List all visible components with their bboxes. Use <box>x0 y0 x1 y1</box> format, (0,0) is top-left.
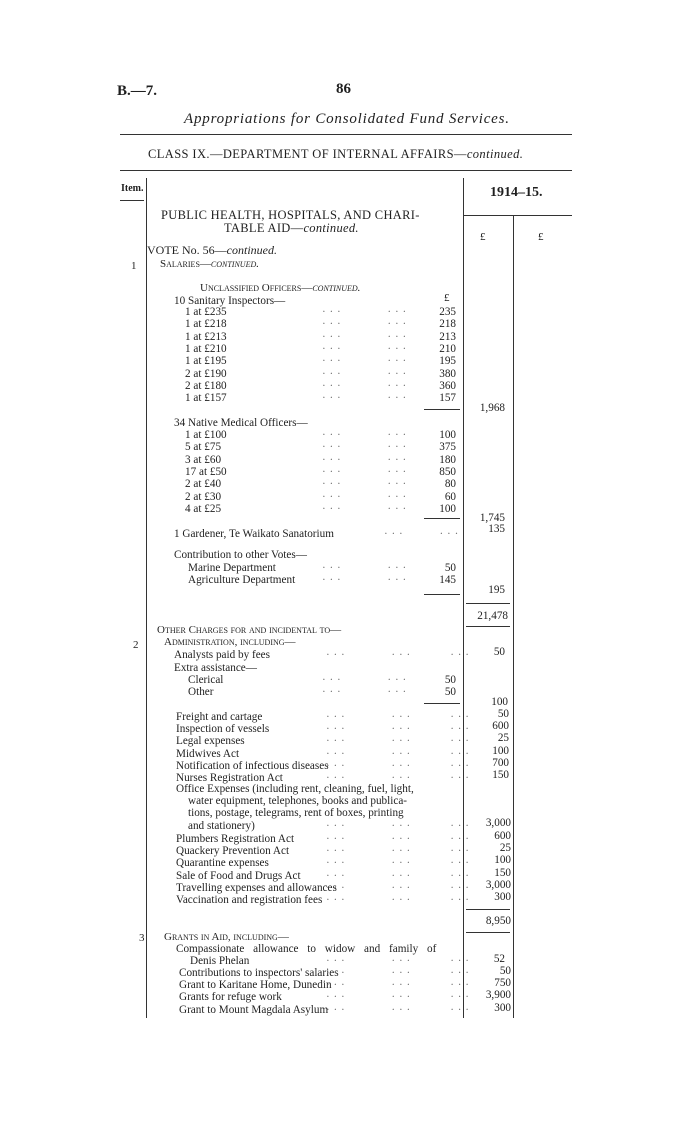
sanitary-row-value: 380 <box>439 367 456 380</box>
native-subtotal-rule <box>424 518 460 519</box>
charges-row-label: Nurses Registration Act <box>176 772 283 784</box>
charges-total-rule-lower <box>466 932 510 933</box>
class-heading <box>148 148 523 161</box>
native-row-leader-dots: · · · · · · <box>322 429 407 441</box>
compassionate-line1: Compassionate allowance to widow and family of <box>176 943 437 955</box>
charges-row-label: Vaccination and registration fees <box>176 894 323 906</box>
charges-row-value: 600 <box>492 720 509 733</box>
sanitary-row-leader-dots: · · · · · · <box>322 318 407 331</box>
native-row-label: 1 at £100 <box>185 429 227 441</box>
charges-row-label: Notification of infectious diseases <box>176 759 329 772</box>
grant-row-leader-dots: · · · · · · · · · <box>326 1003 470 1016</box>
salaries-heading <box>160 259 259 270</box>
compassionate-line2: Denis Phelan <box>190 955 250 967</box>
gardener-label: 1 Gardener, Te Waikato Sanatorium <box>174 528 334 540</box>
native-row-value: 100 <box>439 429 456 441</box>
native-row-value: 375 <box>439 441 456 454</box>
charges-row-value: 100 <box>492 744 509 757</box>
grant-row-label: Contributions to inspectors' salaries <box>179 967 339 979</box>
vote-heading-main: VOTE No. 56— <box>147 243 227 257</box>
charges-row-label: Travelling expenses and allowances <box>176 881 337 894</box>
charges-row-value: 600 <box>494 830 511 842</box>
contribution-subtotal-rule <box>424 594 460 595</box>
extra-assistance-row-leader-dots: · · · · · · <box>322 686 407 699</box>
charges-row-leader-dots: · · · · · · · · · <box>326 833 470 845</box>
native-row-label: 2 at £30 <box>185 490 222 503</box>
office-expenses-line4: and stationery) <box>188 820 255 832</box>
charges-row-label: Quarantine expenses <box>176 857 269 870</box>
sanitary-row-value: 195 <box>439 355 456 368</box>
native-row-value: 850 <box>439 465 456 478</box>
other-charges-total: 8,950 <box>485 915 511 927</box>
native-row-leader-dots: · · · · · · <box>322 502 407 515</box>
sanitary-subtotal-rule <box>424 409 460 410</box>
sanitary-row-leader-dots: · · · · · · <box>322 342 407 355</box>
class-heading-main: CLASS IX.—DEPARTMENT OF INTERNAL AFFAIRS— <box>148 147 467 161</box>
native-row-label: 3 at £60 <box>185 453 222 466</box>
item-number-3: 3 <box>139 932 145 944</box>
charges-row-label: Quackery Prevention Act <box>176 845 290 858</box>
salaries-heading-main: Salaries— <box>160 258 211 270</box>
charges-row-label: Inspection of vessels <box>176 723 270 736</box>
class-heading-continued: continued. <box>466 147 524 161</box>
sanitary-row-label: 1 at £235 <box>185 306 227 318</box>
vote-heading-continued: continued. <box>226 243 277 257</box>
native-officers-heading: 34 Native Medical Officers— <box>174 417 308 429</box>
charges-row-value: 25 <box>499 842 511 855</box>
charges-row-value: 150 <box>492 769 509 781</box>
grants-heading: Grants in Aid, including— <box>164 931 289 943</box>
item-header-rule <box>120 200 144 201</box>
salaries-total-rule-lower <box>466 626 510 627</box>
sanitary-row-leader-dots: · · · · · · <box>322 379 407 392</box>
charges-row-value: 3,000 <box>485 878 511 891</box>
year-header: 1914–15. <box>490 185 543 200</box>
native-row-value: 60 <box>444 490 456 503</box>
sanitary-row-label: 1 at £218 <box>185 318 227 331</box>
sanitary-row-leader-dots: · · · · · · <box>322 367 407 380</box>
charges-row-value: 700 <box>492 756 509 769</box>
extra-assistance-row-leader-dots: · · · · · · <box>322 674 407 686</box>
extra-assistance-row-label: Other <box>188 686 214 699</box>
contribution-row-label: Marine Department <box>188 562 276 574</box>
contribution-row-value: 50 <box>444 562 456 574</box>
extra-assistance-row-label: Clerical <box>188 674 224 686</box>
contribution-total: 195 <box>488 584 505 596</box>
extra-subtotal-rule <box>424 703 460 704</box>
charges-row-leader-dots: · · · · · · · · · <box>326 772 470 784</box>
analysts-leader-dots: · · · · · · · · · <box>326 649 470 661</box>
native-row-leader-dots: · · · · · · <box>322 490 407 503</box>
section-title-line2 <box>224 222 359 235</box>
contribution-row-leader-dots: · · · · · · <box>322 562 407 574</box>
extra-assistance-total: 100 <box>491 696 508 708</box>
charges-row-value: 150 <box>494 866 511 879</box>
sanitary-row-label: 2 at £180 <box>185 379 227 392</box>
item-column-header: Item. <box>121 183 144 194</box>
native-row-leader-dots: · · · · · · <box>322 453 407 466</box>
native-row-value: 180 <box>439 453 456 466</box>
analysts-label: Analysts paid by fees <box>174 649 271 661</box>
office-expenses-line1: Office Expenses (including rent, cleaning, fuel, light, <box>176 783 414 795</box>
charges-row-label: Sale of Food and Drugs Act <box>176 869 301 882</box>
pound-symbol-col2: £ <box>538 231 544 243</box>
analysts-value: 50 <box>493 646 505 658</box>
office-expenses-line2: water equipment, telephones, books and publica- <box>188 795 408 807</box>
grant-row-value: 3,900 <box>485 989 511 1002</box>
charges-row-leader-dots: · · · · · · · · · <box>326 869 470 882</box>
sanitary-row-label: 1 at £195 <box>185 355 227 368</box>
office-expenses-leader-dots: · · · · · · · · · <box>326 820 470 832</box>
native-row-label: 4 at £25 <box>185 502 222 515</box>
item-column-rule <box>146 178 147 1018</box>
contribution-heading: Contribution to other Votes— <box>174 549 307 561</box>
native-row-value: 100 <box>439 502 456 515</box>
office-expenses-line3: tions, postage, telegrams, rent of boxes, printing <box>188 807 404 819</box>
native-row-value: 80 <box>444 478 456 491</box>
section-title-line1: PUBLIC HEALTH, HOSPITALS, AND CHARI- <box>161 208 420 222</box>
sanitary-row-value: 218 <box>439 318 456 331</box>
sanitary-row-leader-dots: · · · · · · <box>322 355 407 368</box>
charges-total-rule <box>466 909 510 910</box>
charges-row-leader-dots: · · · · · · · · · <box>326 894 470 906</box>
charges-row-leader-dots: · · · · · · · · · <box>326 723 470 736</box>
native-row-leader-dots: · · · · · · <box>322 478 407 491</box>
charges-row-label: Midwives Act <box>176 747 240 760</box>
grant-row-leader-dots: · · · · · · · · · <box>326 991 470 1004</box>
charges-row-label: Plumbers Registration Act <box>176 833 295 845</box>
grant-row-leader-dots: · · · · · · · · · <box>326 979 470 992</box>
contribution-row-label: Agriculture Department <box>188 574 296 587</box>
grant-row-value: 50 <box>499 965 511 977</box>
section-title-line2-main: TABLE AID— <box>224 221 304 235</box>
compassionate-value: 52 <box>493 953 505 965</box>
native-row-leader-dots: · · · · · · <box>322 465 407 478</box>
unclassified-heading-continued: continued. <box>312 282 361 294</box>
section-title-continued: continued. <box>303 221 359 235</box>
extra-assistance-heading: Extra assistance— <box>174 662 257 674</box>
grant-row-label: Grants for refuge work <box>179 991 282 1004</box>
sanitary-row-value: 213 <box>439 330 456 343</box>
administration-heading: Administration, including— <box>164 636 296 648</box>
contribution-row-value: 145 <box>439 574 456 587</box>
year-header-rule <box>463 215 572 216</box>
native-officers-total: 1,745 <box>479 512 505 524</box>
charges-row-leader-dots: · · · · · · · · · <box>326 747 470 760</box>
grant-row-leader-dots: · · · · · · · · · <box>326 967 470 979</box>
compassionate-leader-dots: · · · · · · · · · <box>326 955 470 967</box>
salaries-total-rule <box>466 603 510 604</box>
grant-row-label: Grant to Mount Magdala Asylum <box>179 1003 329 1016</box>
other-charges-heading: Other Charges for and incidental to— <box>157 624 342 636</box>
grant-row-value: 750 <box>494 977 511 990</box>
subcolumn-pound-symbol: £ <box>444 292 450 304</box>
class-rule <box>120 170 572 171</box>
sanitary-row-value: 157 <box>439 392 456 405</box>
extra-assistance-row-value: 50 <box>444 686 456 699</box>
charges-row-label: Legal expenses <box>176 735 245 748</box>
extra-assistance-row-value: 50 <box>444 674 456 686</box>
page-number: 86 <box>336 81 351 97</box>
sanitary-row-label: 1 at £157 <box>185 392 227 405</box>
charges-row-value: 50 <box>497 708 509 720</box>
salaries-heading-continued: continued. <box>210 258 259 270</box>
header-rule <box>120 134 572 135</box>
pound-symbol-col1: £ <box>480 231 486 243</box>
charges-row-leader-dots: · · · · · · · · · <box>326 845 470 858</box>
gardener-value: 135 <box>488 523 505 535</box>
sanitary-row-label: 1 at £213 <box>185 330 227 343</box>
native-row-label: 17 at £50 <box>185 465 227 478</box>
sanitary-row-label: 2 at £190 <box>185 367 227 380</box>
charges-row-leader-dots: · · · · · · · · · <box>326 711 470 723</box>
sanitary-row-leader-dots: · · · · · · <box>322 330 407 343</box>
gardener-leader-dots: · · · · · · <box>384 528 459 540</box>
sanitary-row-value: 210 <box>439 342 456 355</box>
item-number-2: 2 <box>133 639 139 651</box>
vote-heading <box>147 244 277 256</box>
charges-row-leader-dots: · · · · · · · · · <box>326 857 470 870</box>
sanitary-row-leader-dots: · · · · · · <box>322 392 407 405</box>
charges-row-value: 300 <box>494 891 511 903</box>
sanitary-inspectors-heading: 10 Sanitary Inspectors— <box>174 295 286 307</box>
native-row-label: 2 at £40 <box>185 478 222 491</box>
sanitary-inspectors-total: 1,968 <box>479 402 505 414</box>
charges-row-value: 100 <box>494 854 511 867</box>
report-reference: B.—7. <box>117 83 158 99</box>
grant-row-label: Grant to Karitane Home, Dunedin <box>179 979 332 992</box>
charges-row-leader-dots: · · · · · · · · · <box>326 735 470 748</box>
sanitary-row-label: 1 at £210 <box>185 342 227 355</box>
native-row-label: 5 at £75 <box>185 441 222 454</box>
amount-column-mid-rule <box>513 216 514 1018</box>
item-number-1: 1 <box>131 260 137 272</box>
contribution-row-leader-dots: · · · · · · <box>322 574 407 587</box>
charges-row-value: 25 <box>497 732 509 745</box>
charges-row-leader-dots: · · · · · · · · · <box>326 759 470 772</box>
charges-row-leader-dots: · · · · · · · · · <box>326 881 470 894</box>
office-expenses-value: 3,000 <box>485 817 511 829</box>
sanitary-row-value: 235 <box>439 306 456 318</box>
unclassified-heading <box>200 283 360 294</box>
grant-row-value: 300 <box>494 1001 511 1014</box>
sanitary-row-leader-dots: · · · · · · <box>322 306 407 318</box>
running-title: Appropriations for Consolidated Fund Services. <box>184 111 510 127</box>
sanitary-row-value: 360 <box>439 379 456 392</box>
native-row-leader-dots: · · · · · · <box>322 441 407 454</box>
unclassified-heading-main: Unclassified Officers— <box>200 282 313 294</box>
charges-row-label: Freight and cartage <box>176 711 263 723</box>
salaries-total: 21,478 <box>477 610 508 622</box>
